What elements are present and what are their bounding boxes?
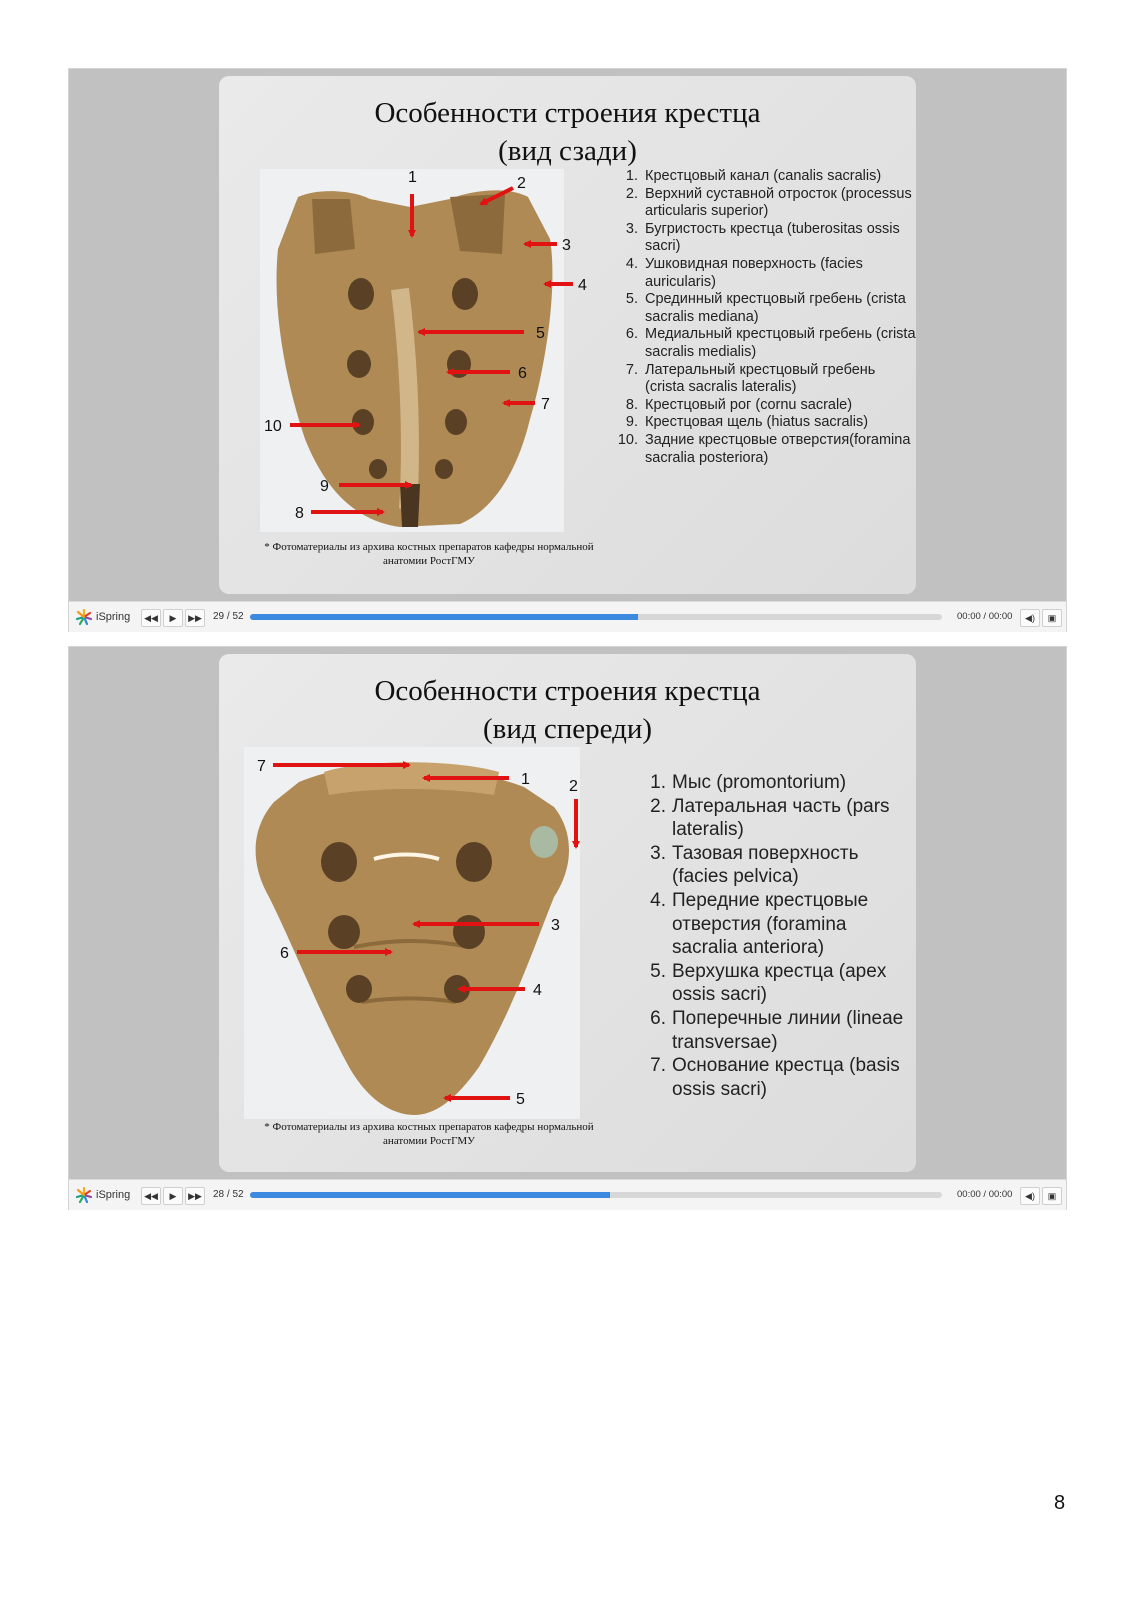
legend-number: 3. <box>625 220 638 237</box>
legend-text: Ушковидная поверхность (facies auricularis) <box>645 255 863 290</box>
legend-text: Медиальный крестцовый гребень (crista sacralis medialis) <box>645 326 916 360</box>
legend-number: 4. <box>625 255 638 272</box>
legend-text: Задние крестцовые отверстия(foramina sacralia posteriora) <box>645 431 911 466</box>
legend-item <box>616 414 916 432</box>
legend-number: 1. <box>650 772 666 793</box>
legend-text: Передние крестцовые отверстия (foramina sacralia anteriora) <box>672 889 869 959</box>
slide-stage <box>69 69 1066 601</box>
progress-fill <box>250 1192 610 1198</box>
legend-number: 10. <box>617 431 638 448</box>
legend-text: Мыс (promontorium) <box>672 772 847 793</box>
legend-list <box>616 168 916 467</box>
play-icon: ▶ <box>169 612 177 623</box>
legend-text: Верхний суставной отросток (processus articularis superior) <box>645 185 912 220</box>
marker-10: 10 <box>264 418 282 435</box>
marker-3: 3 <box>562 237 571 254</box>
legend-item <box>616 186 916 221</box>
progress-bar[interactable] <box>250 1192 942 1198</box>
legend-item <box>644 889 909 960</box>
slide-title-line2: (вид спереди) <box>482 713 653 745</box>
ispring-logo[interactable] <box>75 1186 130 1204</box>
legend-item <box>644 842 909 889</box>
ispring-logo[interactable] <box>75 608 130 626</box>
marker-2: 2 <box>569 778 578 795</box>
player-controls <box>69 601 1066 632</box>
caption-line1: * Фотоматериалы из архива костных препаратов кафедры нормальной <box>264 1121 594 1133</box>
legend-item <box>644 1007 909 1054</box>
time-display: 00:00 / 00:00 <box>957 1189 1013 1200</box>
legend-text: Основание крестца (basis ossis sacri) <box>672 1055 900 1100</box>
marker-1: 1 <box>521 771 530 788</box>
slide-title-line1: Особенности строения крестца <box>374 97 761 129</box>
previous-slide-button[interactable] <box>141 609 161 627</box>
slide-player <box>68 646 1067 1210</box>
fast-forward-icon: ▶▶ <box>188 612 202 623</box>
marker-8: 8 <box>295 505 304 522</box>
legend-item <box>644 795 909 842</box>
next-slide-button[interactable] <box>185 609 205 627</box>
volume-button[interactable] <box>1020 609 1040 627</box>
fullscreen-button[interactable] <box>1042 609 1062 627</box>
slide-title-line1: Особенности строения крестца <box>374 675 761 707</box>
brand-label: iSpring <box>96 1189 131 1201</box>
legend-number: 4. <box>650 889 666 911</box>
brand-label: iSpring <box>96 611 131 623</box>
legend-number: 9. <box>625 414 638 431</box>
rewind-icon: ◀◀ <box>144 1190 158 1201</box>
photo-caption <box>239 1120 619 1148</box>
photo-caption <box>239 540 619 568</box>
marker-4: 4 <box>533 982 542 999</box>
legend-list <box>644 771 909 1101</box>
legend-text: Бугристость крестца (tuberositas ossis sacri) <box>645 220 900 255</box>
legend-number: 3. <box>650 842 666 864</box>
play-button[interactable] <box>163 1187 183 1205</box>
fast-forward-icon: ▶▶ <box>188 1190 202 1201</box>
slide-player <box>68 68 1067 632</box>
legend-text: Поперечные линии (lineae transversae) <box>672 1007 904 1053</box>
legend-number: 1. <box>625 168 638 184</box>
marker-6: 6 <box>280 945 289 962</box>
legend-number: 5. <box>650 960 666 982</box>
speaker-icon: ◀) <box>1025 1190 1035 1201</box>
progress-fill <box>250 614 638 620</box>
legend-text: Тазовая поверхность (facies pelvica) <box>672 842 859 888</box>
legend-item <box>644 771 909 795</box>
ispring-flower-icon <box>75 608 93 626</box>
slide-counter: 29 / 52 <box>213 611 244 622</box>
marker-7: 7 <box>541 396 550 413</box>
legend-text: Крестцовый канал (canalis sacralis) <box>645 168 882 184</box>
legend-number: 2. <box>650 795 666 817</box>
marker-5: 5 <box>536 325 545 342</box>
legend-item <box>616 362 916 397</box>
legend-item <box>616 397 916 415</box>
slide-stage <box>69 647 1066 1179</box>
legend-text: Крестцовая щель (hiatus sacralis) <box>645 414 869 431</box>
legend-number: 7. <box>650 1055 666 1077</box>
marker-6: 6 <box>518 365 527 382</box>
legend-item <box>644 960 909 1007</box>
volume-button[interactable] <box>1020 1187 1040 1205</box>
legend-number: 6. <box>650 1007 666 1029</box>
marker-3: 3 <box>551 917 560 934</box>
legend-text: Срединный крестцовый гребень (crista sacralis mediana) <box>645 291 906 325</box>
legend-number: 8. <box>625 396 638 413</box>
caption-line1: * Фотоматериалы из архива костных препаратов кафедры нормальной <box>264 541 594 553</box>
speaker-icon: ◀) <box>1025 612 1035 623</box>
rewind-icon: ◀◀ <box>144 612 158 623</box>
page-number: 8 <box>1054 1492 1066 1514</box>
legend-text: Верхушка крестца (apex ossis sacri) <box>672 960 887 1006</box>
legend-item <box>616 168 916 186</box>
marker-9: 9 <box>320 478 329 495</box>
marker-4: 4 <box>578 277 587 294</box>
legend-number: 7. <box>625 361 638 378</box>
legend-number: 2. <box>625 185 638 202</box>
caption-line2: анатомии РостГМУ <box>383 1135 475 1147</box>
legend-item <box>616 221 916 256</box>
ispring-flower-icon <box>75 1186 93 1204</box>
legend-number: 6. <box>625 326 638 343</box>
slide-counter: 28 / 52 <box>213 1189 244 1200</box>
legend-text: Латеральный крестцовый гребень (crista sacralis lateralis) <box>645 361 876 396</box>
legend-item <box>644 1054 909 1101</box>
slide-title-line2: (вид сзади) <box>498 135 637 167</box>
progress-bar[interactable] <box>250 614 942 620</box>
play-icon: ▶ <box>169 1190 177 1201</box>
slide <box>219 76 916 594</box>
legend-item <box>616 432 916 467</box>
marker-2: 2 <box>517 175 526 192</box>
legend-number: 5. <box>625 291 638 308</box>
marker-5: 5 <box>516 1091 525 1108</box>
play-button[interactable] <box>163 609 183 627</box>
window-icon: ▣ <box>1047 612 1057 623</box>
fullscreen-button[interactable] <box>1042 1187 1062 1205</box>
player-controls <box>69 1179 1066 1210</box>
next-slide-button[interactable] <box>185 1187 205 1205</box>
previous-slide-button[interactable] <box>141 1187 161 1205</box>
arrow-2 <box>481 188 513 204</box>
marker-7: 7 <box>257 758 266 775</box>
caption-line2: анатомии РостГМУ <box>383 555 475 567</box>
time-display: 00:00 / 00:00 <box>957 611 1013 622</box>
legend-text: Крестцовый рог (cornu sacrale) <box>645 396 853 413</box>
legend-item <box>616 291 916 326</box>
window-icon: ▣ <box>1047 1190 1057 1201</box>
marker-1: 1 <box>408 169 417 186</box>
legend-text: Латеральная часть (pars lateralis) <box>672 795 890 841</box>
slide <box>219 654 916 1172</box>
legend-item <box>616 326 916 361</box>
legend-item <box>616 256 916 291</box>
